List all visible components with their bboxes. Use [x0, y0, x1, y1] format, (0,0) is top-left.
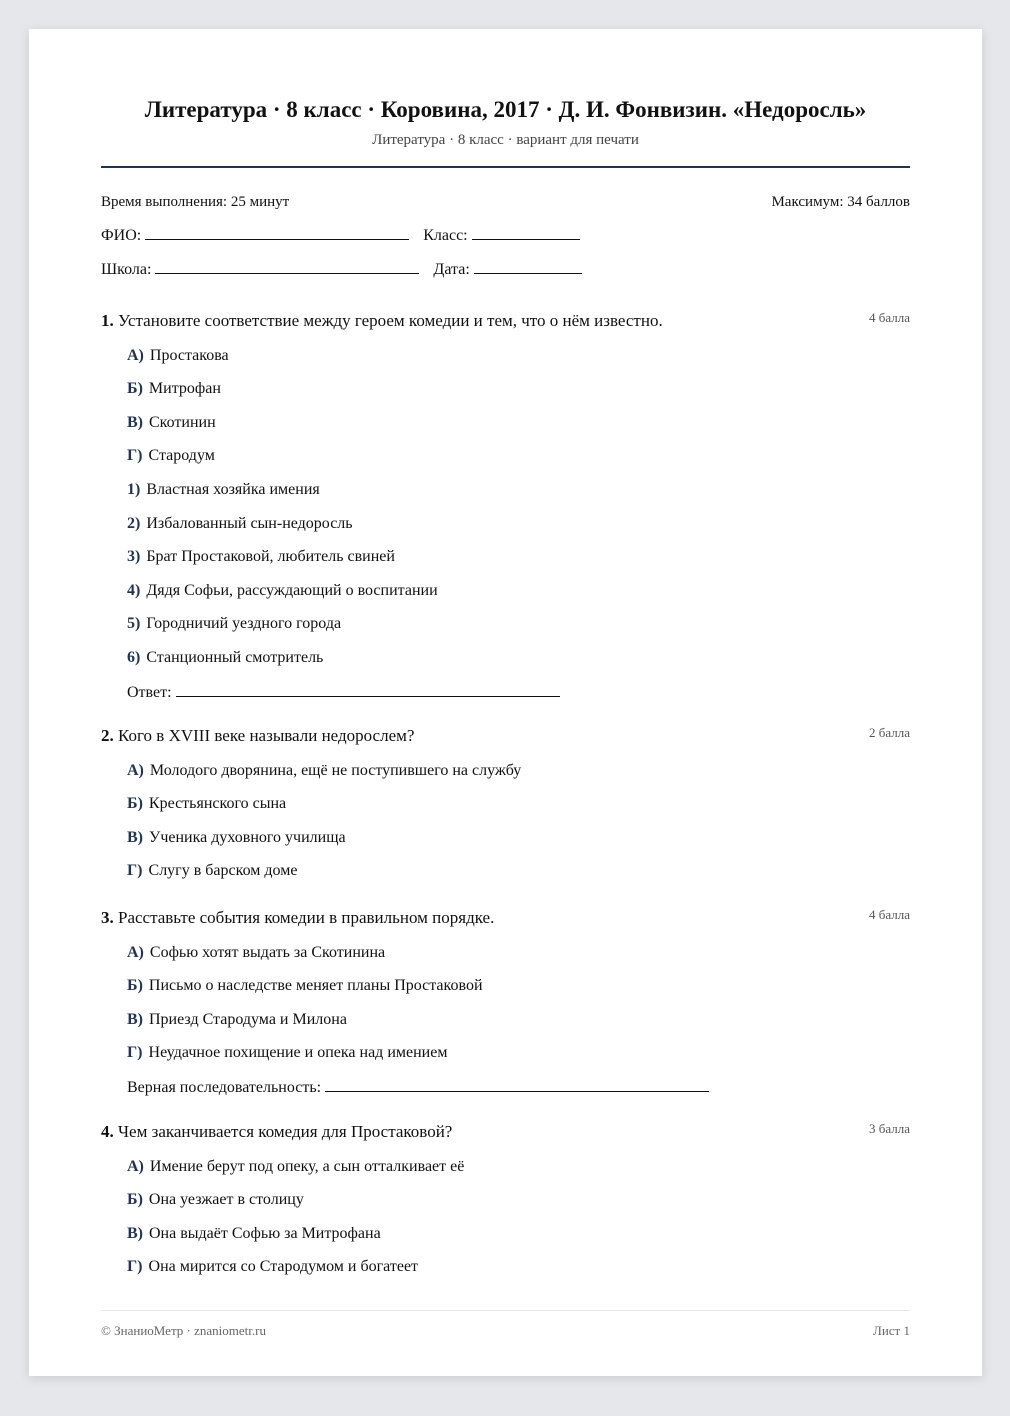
option-item [127, 794, 936, 814]
option-text: Неудачное похищение и опека над имением [148, 1044, 448, 1062]
max-score: Максимум: 34 баллов [771, 194, 910, 210]
option-item [127, 446, 936, 466]
header-divider [101, 166, 910, 168]
class-label: Класс: [423, 227, 468, 244]
page-subtitle: Литература · 8 класс · вариант для печати [372, 132, 639, 148]
option-item [127, 828, 936, 848]
option-letter: Г) [127, 1258, 143, 1276]
option-item [127, 943, 936, 963]
question-number: 3. [101, 908, 114, 927]
option-text: Она уезжает в столицу [148, 1191, 304, 1209]
option-item [127, 1157, 936, 1177]
option-text: Дядя Софьи, рассуждающий о воспитании [146, 581, 438, 599]
footer [101, 1323, 910, 1339]
question-points: 2 балла [869, 725, 910, 740]
question-text: Чем заканчивается комедия для Простаковой? [118, 1122, 453, 1141]
option-item [127, 976, 936, 996]
option-item [127, 413, 936, 433]
option-text: Митрофан [148, 380, 221, 398]
page-number: Лист 1 [873, 1323, 910, 1338]
option-letter: Б) [127, 380, 143, 398]
option-text: Приезд Стародума и Милона [149, 1010, 347, 1028]
answer-label: Ответ: [127, 683, 172, 701]
question-number: 2. [101, 726, 114, 745]
school-label: Школа: [101, 261, 152, 278]
option-text: Софью хотят выдать за Скотинина [149, 943, 386, 961]
footer-copyright: © ЗнаниоМетр · znaniometr.ru [101, 1323, 266, 1338]
option-letter: А) [127, 943, 144, 961]
question-2 [101, 725, 910, 881]
question-header [101, 310, 910, 332]
option-letter: А) [127, 346, 144, 364]
option-text: Она выдаёт Софью за Митрофана [149, 1224, 381, 1242]
option-letter: Б) [127, 795, 143, 813]
option-letter: Г) [127, 447, 143, 465]
answer-line[interactable] [176, 682, 560, 697]
option-text: Избалованный сын-недоросль [146, 514, 353, 532]
option-letter: 5) [127, 615, 141, 633]
option-text: Имение берут под опеку, а сын отталкивает её [149, 1157, 465, 1175]
option-item [127, 581, 936, 601]
option-letter: А) [127, 1157, 144, 1175]
option-text: Стародум [148, 447, 215, 465]
option-letter: В) [127, 413, 143, 431]
option-text: Брат Простаковой, любитель свиней [146, 548, 395, 566]
option-item [127, 379, 936, 399]
date-label: Дата: [433, 261, 470, 278]
option-item [127, 761, 936, 781]
meta-row [101, 192, 910, 212]
question-points: 4 балла [869, 907, 910, 922]
question-text: Расставьте события комедии в правильном порядке. [118, 908, 495, 927]
answer-row [127, 682, 936, 702]
question-header [101, 725, 910, 747]
footer-divider [101, 1310, 910, 1311]
question-header [101, 907, 910, 929]
option-letter: В) [127, 1224, 143, 1242]
question-header [101, 1121, 910, 1143]
option-item [127, 1190, 936, 1210]
option-text: Властная хозяйка имения [146, 480, 320, 498]
worksheet-page [29, 29, 982, 1376]
question-points: 4 балла [869, 310, 910, 325]
question-text: Кого в XVIII веке называли недорослем? [118, 726, 415, 745]
question-3 [101, 907, 910, 1097]
school-date-row [101, 259, 582, 280]
option-text: Она мирится со Стародумом и богатеет [148, 1258, 419, 1276]
answer-label: Верная последовательность: [127, 1078, 322, 1096]
option-text: Слугу в барском доме [148, 862, 298, 880]
option-text: Станционный смотритель [146, 648, 324, 666]
option-letter: 4) [127, 581, 141, 599]
option-text: Городничий уездного города [146, 615, 342, 633]
answer-row [127, 1077, 936, 1097]
option-item [127, 1224, 936, 1244]
school-line[interactable] [155, 259, 419, 274]
question-points: 3 балла [869, 1121, 910, 1136]
question-number: 1. [101, 311, 114, 330]
option-letter: 6) [127, 648, 141, 666]
option-letter: Г) [127, 862, 143, 880]
question-number: 4. [101, 1122, 114, 1141]
options-list [127, 346, 936, 668]
option-item [127, 648, 936, 668]
option-text: Крестьянского сына [148, 795, 287, 813]
option-text: Скотинин [149, 413, 216, 431]
option-letter: Б) [127, 1191, 143, 1209]
option-letter: 2) [127, 514, 141, 532]
options-list [127, 1157, 936, 1278]
option-letter: А) [127, 761, 144, 779]
option-item [127, 514, 936, 534]
page-title: Литература · 8 класс · Коровина, 2017 · Д. И. Фонвизин. «Недоросль» [144, 97, 867, 122]
fio-line[interactable] [145, 225, 409, 240]
option-item [127, 1010, 936, 1030]
option-item [127, 614, 936, 634]
option-item [127, 547, 936, 567]
option-text: Молодого дворянина, ещё не поступившего на службу [149, 761, 522, 779]
answer-line[interactable] [325, 1077, 709, 1092]
class-line[interactable] [472, 225, 580, 240]
option-item [127, 1043, 936, 1063]
option-item [127, 1257, 936, 1277]
option-letter: 3) [127, 548, 141, 566]
option-letter: Б) [127, 977, 143, 995]
option-item [127, 346, 936, 366]
date-line[interactable] [474, 259, 582, 274]
option-item [127, 480, 936, 500]
option-item [127, 861, 936, 881]
option-letter: В) [127, 1010, 143, 1028]
option-letter: Г) [127, 1044, 143, 1062]
question-1 [101, 310, 910, 702]
options-list [127, 761, 936, 882]
time-limit: Время выполнения: 25 минут [101, 194, 290, 210]
question-4 [101, 1121, 910, 1277]
fio-class-row [101, 225, 580, 246]
option-text: Письмо о наследстве меняет планы Простаковой [148, 977, 483, 995]
question-text: Установите соответствие между героем комедии и тем, что о нём известно. [118, 311, 663, 330]
option-letter: 1) [127, 480, 141, 498]
option-text: Простакова [149, 346, 229, 364]
options-list [127, 943, 936, 1064]
option-letter: В) [127, 828, 143, 846]
option-text: Ученика духовного училища [149, 828, 346, 846]
fio-label: ФИО: [101, 227, 142, 244]
